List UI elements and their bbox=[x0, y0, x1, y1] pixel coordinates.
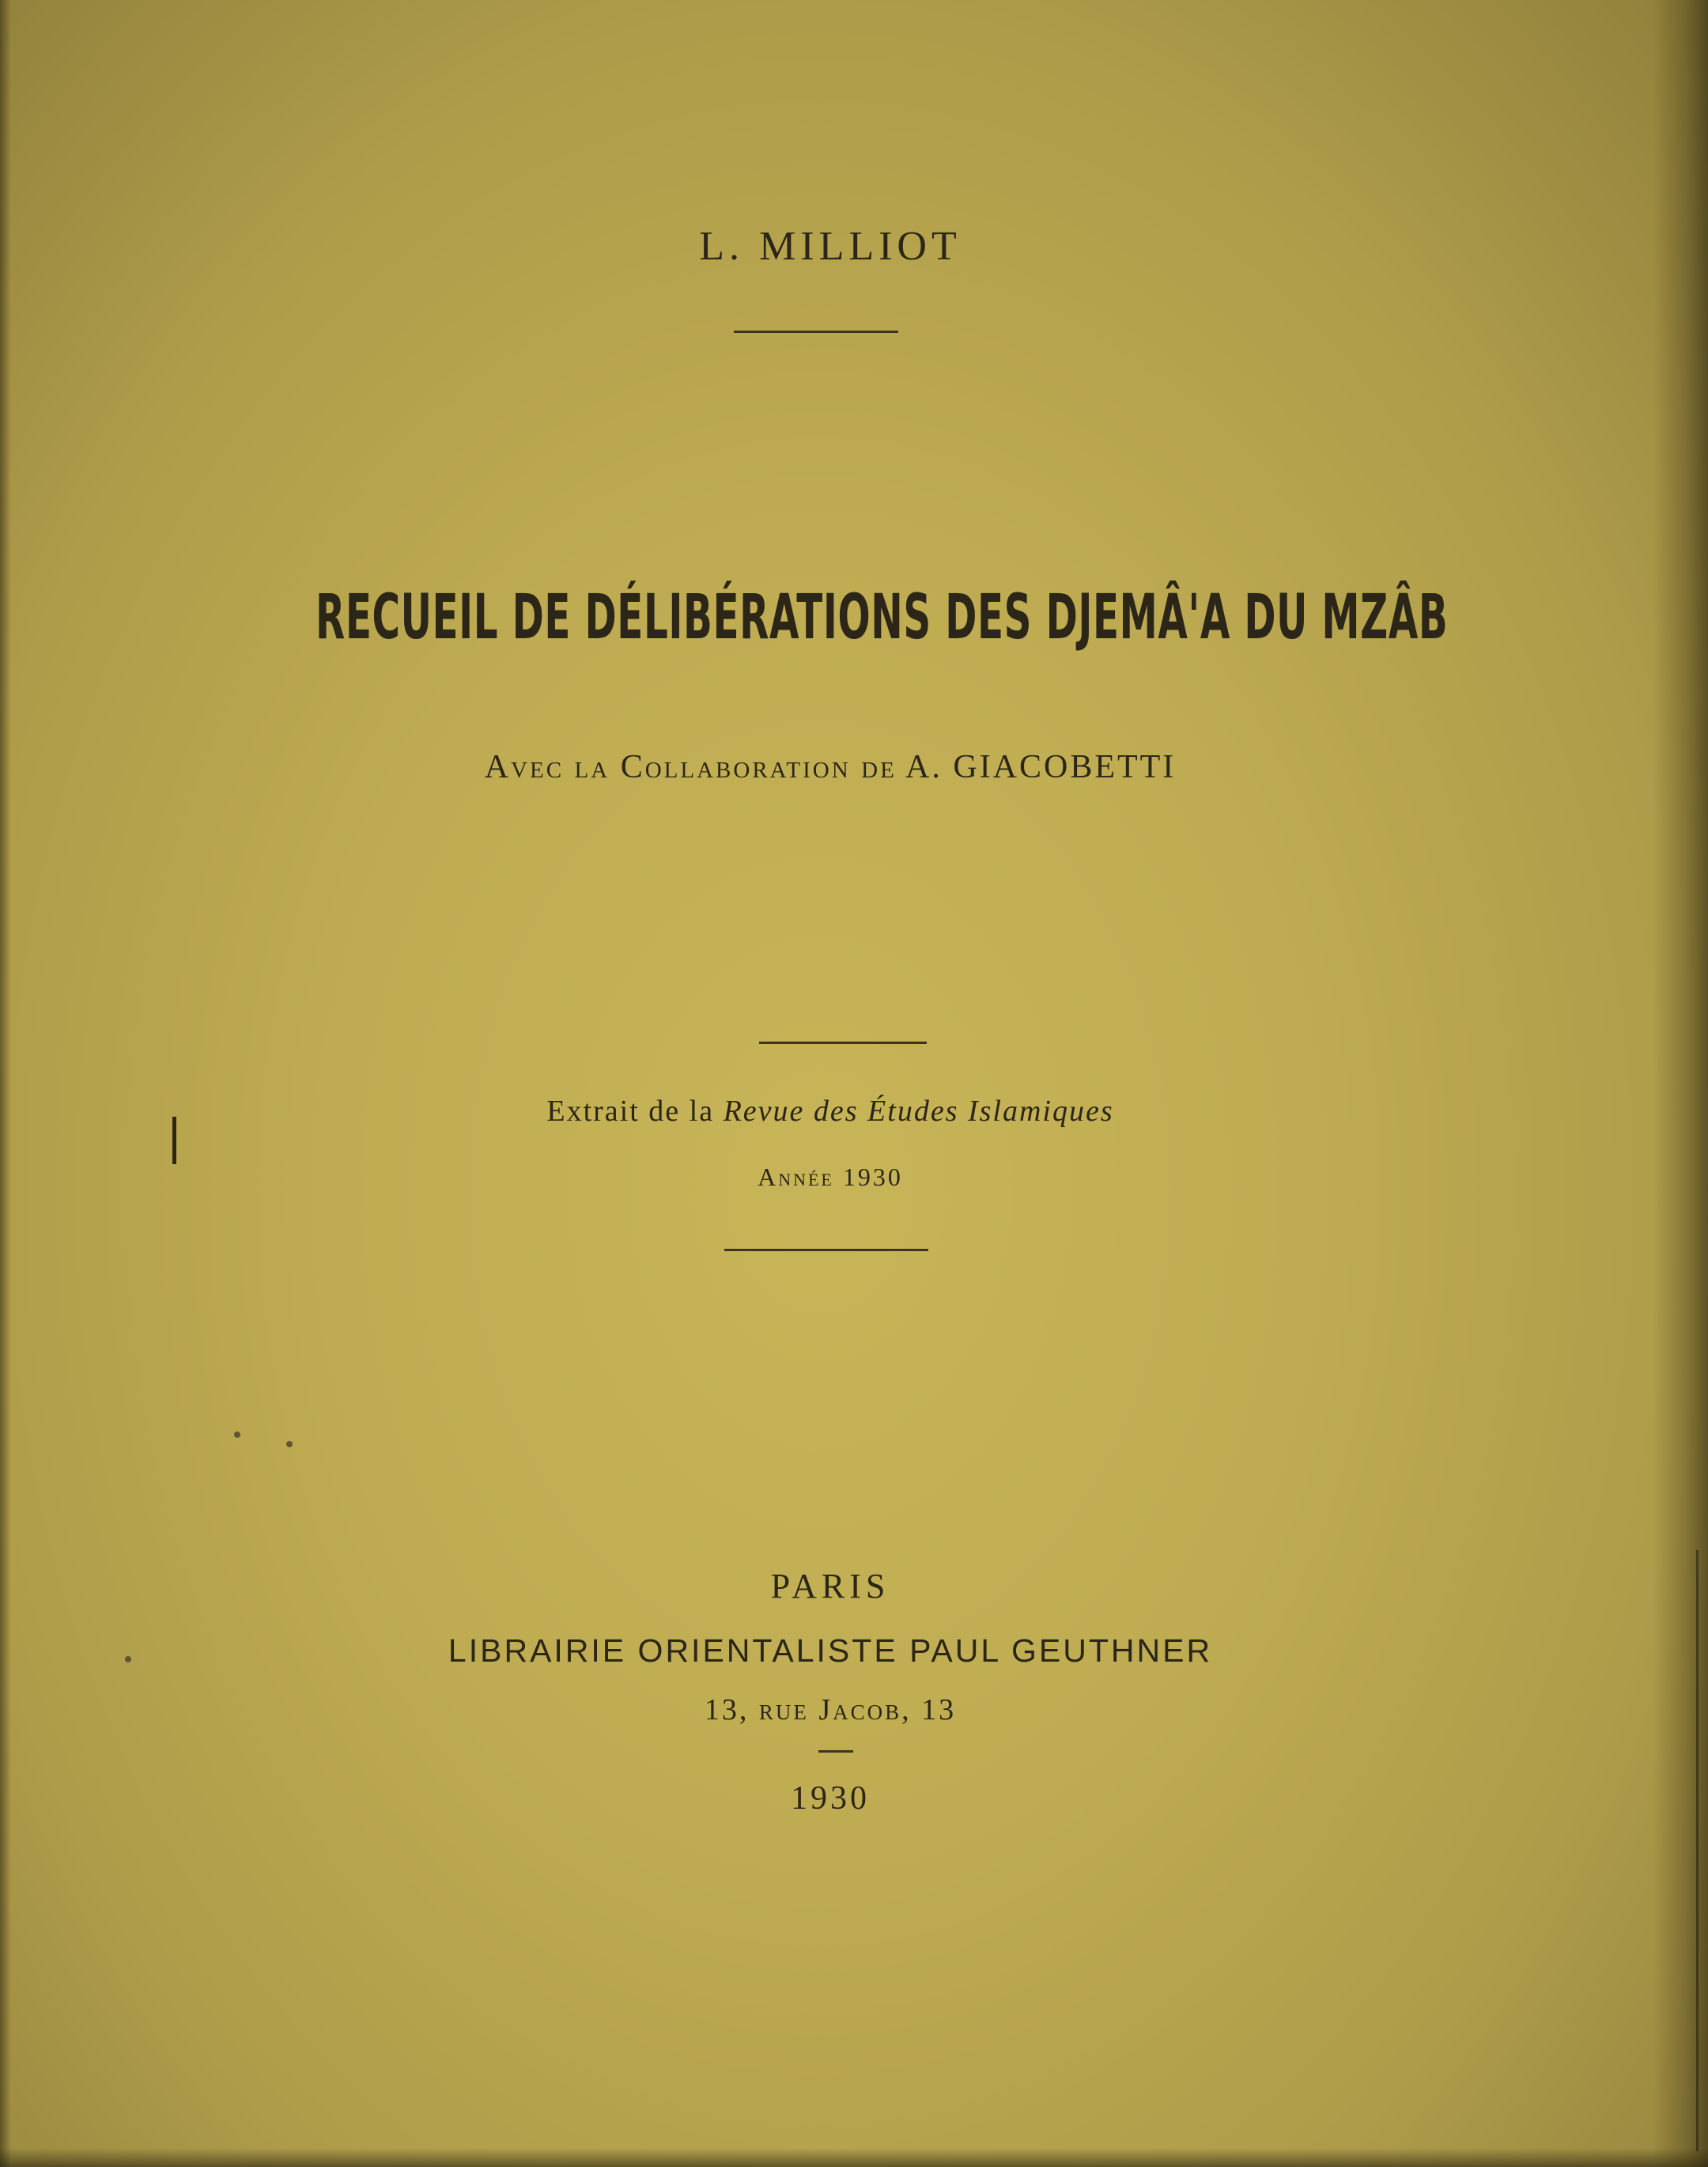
extract-prefix: Extrait de la bbox=[546, 1095, 715, 1128]
divider-rule bbox=[734, 331, 898, 333]
document-title: RECUEIL DE DÉLIBÉRATIONS DES DJEMÂ'A DU MZÂB bbox=[316, 582, 1449, 653]
paper-speck bbox=[286, 1441, 293, 1447]
divider-rule bbox=[818, 1750, 853, 1753]
journal-title: Revue des Études Islamiques bbox=[723, 1095, 1114, 1128]
extract-line bbox=[0, 1094, 1661, 1129]
page-right-border-line bbox=[1696, 1550, 1699, 2151]
page-right-edge bbox=[1653, 0, 1708, 2167]
publisher-name: LIBRAIRIE ORIENTALISTE PAUL GEUTHNER bbox=[448, 1632, 1213, 1669]
publication-city: PARIS bbox=[770, 1567, 890, 1605]
author-name: L. MILLIOT bbox=[699, 224, 962, 269]
publication-year: 1930 bbox=[791, 1780, 870, 1817]
divider-rule bbox=[724, 1249, 928, 1251]
publisher-address: 13, rue Jacob, 13 bbox=[704, 1693, 957, 1726]
page-left-edge bbox=[0, 0, 11, 2167]
margin-mark bbox=[172, 1117, 176, 1164]
page-bottom-edge bbox=[0, 2148, 1708, 2167]
collaboration-line: Avec la Collaboration de A. GIACOBETTI bbox=[484, 749, 1177, 785]
divider-rule bbox=[759, 1042, 927, 1044]
paper-speck bbox=[234, 1431, 240, 1438]
publication-year-line: Année 1930 bbox=[758, 1163, 903, 1191]
